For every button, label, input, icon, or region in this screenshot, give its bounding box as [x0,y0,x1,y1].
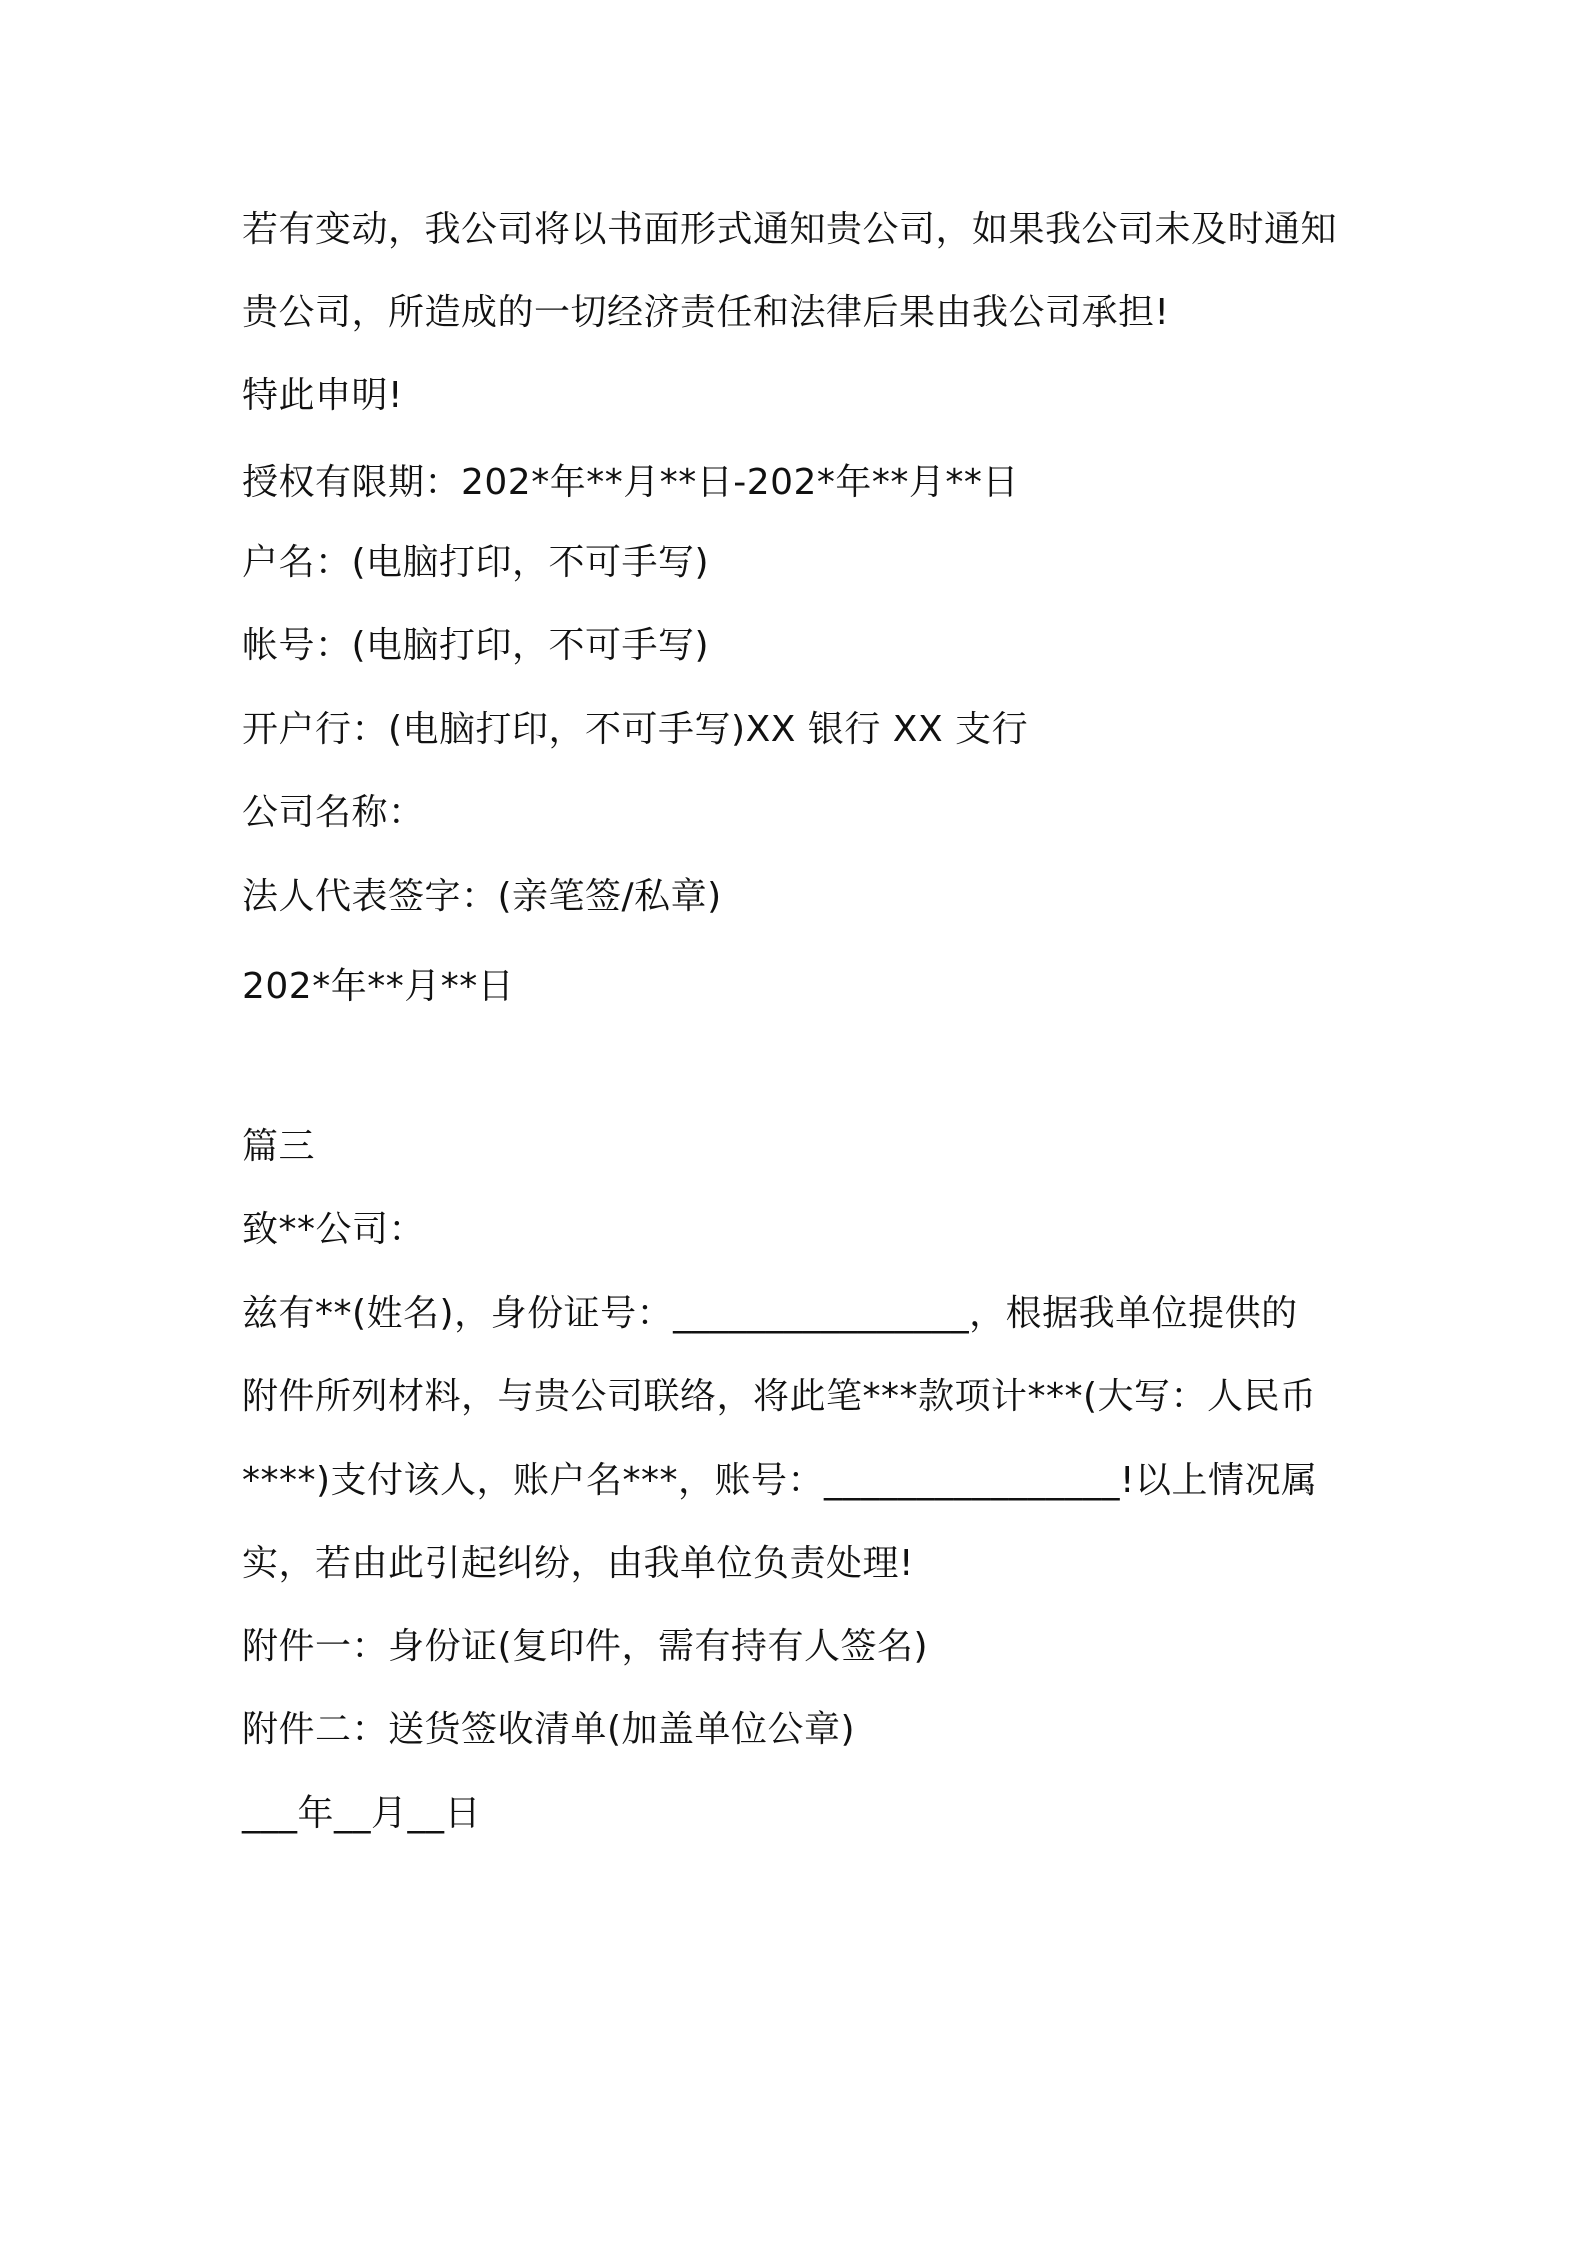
text-line: 贵公司，所造成的一切经济责任和法律后果由我公司承担! [242,292,1170,333]
date-blank-line: ___年__月__日 [242,1793,482,1834]
company-name-line: 公司名称： [242,792,425,833]
text-line: 兹有**(姓名)，身份证号：________________，根据我单位提供的 [242,1293,1298,1334]
text-line: 特此申明! [242,375,403,416]
account-name-line: 户名：(电脑打印，不可手写) [242,542,710,583]
attachment-one-line: 附件一：身份证(复印件，需有持有人签名) [242,1626,929,1667]
text-line: 若有变动，我公司将以书面形式通知贵公司，如果我公司未及时通知 [242,209,1338,250]
section-heading: 篇三 [242,1126,316,1167]
account-number-line: 帐号：(电脑打印，不可手写) [242,625,710,666]
attachment-two-line: 附件二：送货签收清单(加盖单位公章) [242,1709,856,1750]
authorization-period: 授权有限期：202*年**月**日-202*年**月**日 [242,462,1019,503]
text-line: 实，若由此引起纠纷，由我单位负责处理! [242,1543,914,1584]
bank-line: 开户行：(电脑打印，不可手写)XX 银行 XX 支行 [242,709,1029,750]
text-line: 附件所列材料，与贵公司联络，将此笔***款项计***(大写：人民币 [242,1376,1317,1417]
text-line: ****)支付该人，账户名***，账号：________________!以上情况属 [242,1460,1318,1501]
legal-representative-signature-line: 法人代表签字：(亲笔签/私章) [242,876,722,917]
date-line: 202*年**月**日 [242,966,515,1007]
salutation-line: 致**公司： [242,1209,426,1250]
